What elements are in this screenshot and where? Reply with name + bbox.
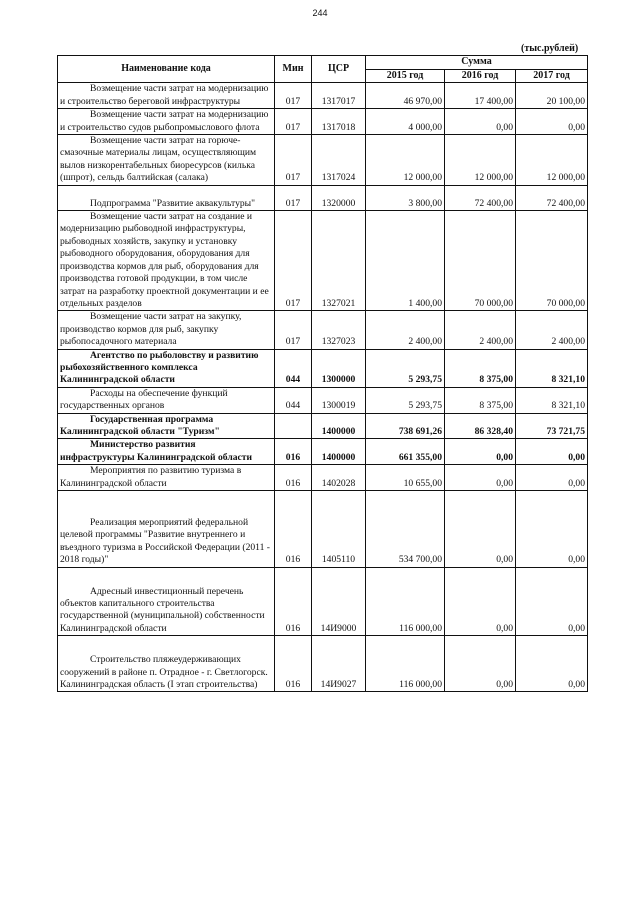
row-2016: 0,00 [445, 636, 516, 692]
row-csr: 1317018 [312, 109, 366, 135]
row-csr: 1320000 [312, 185, 366, 210]
row-2016: 70 000,00 [445, 211, 516, 311]
row-min: 044 [275, 349, 312, 387]
row-2016: 17 400,00 [445, 83, 516, 109]
row-2017: 0,00 [516, 439, 588, 465]
budget-table [57, 55, 588, 692]
row-2016: 0,00 [445, 567, 516, 636]
row-2015: 5 293,75 [366, 349, 445, 387]
row-min: 016 [275, 439, 312, 465]
row-min: 017 [275, 83, 312, 109]
row-min: 017 [275, 311, 312, 349]
row-2015: 116 000,00 [366, 567, 445, 636]
row-2017: 0,00 [516, 636, 588, 692]
row-2016: 86 328,40 [445, 413, 516, 439]
header-min: Мин [275, 56, 312, 83]
row-csr: 14И9027 [312, 636, 366, 692]
row-csr: 14И9000 [312, 567, 366, 636]
row-2017: 8 321,10 [516, 387, 588, 413]
row-2015: 2 400,00 [366, 311, 445, 349]
row-2016: 12 000,00 [445, 135, 516, 186]
row-name: Возмещение части затрат на горюче-смазочные материалы лицам, осуществляющим вылов низкорентабельных биоресурсов (килька (шпрот), сельдь балтийская (салака) [58, 135, 275, 186]
row-name: Мероприятия по развитию туризма в Калининградской области [58, 465, 275, 491]
row-2015: 5 293,75 [366, 387, 445, 413]
row-min: 016 [275, 491, 312, 568]
header-name: Наименование кода [58, 56, 275, 83]
row-name: Строительство пляжеудерживающих сооружений в районе п. Отрадное - г. Светлогорск. Калининградская область (I этап строительства) [58, 636, 275, 692]
row-2015: 10 655,00 [366, 465, 445, 491]
table-row [58, 211, 588, 311]
units-label: (тыс.рублей) [521, 43, 579, 54]
row-name: Возмещение части затрат на создание и модернизацию рыбоводной инфраструктуры, рыбоводных хозяйств, закупку и установку рыбоводного оборудования, оборудования для производства кормов для рыб, оборудования для производства готовой продукции, в том числе затрат на разработку проектной документации и ее отдельных разделов [58, 211, 275, 311]
row-2015: 4 000,00 [366, 109, 445, 135]
row-min: 017 [275, 185, 312, 210]
row-name: Возмещение части затрат на модернизацию и строительство судов рыбопромыслового флота [58, 109, 275, 135]
row-name: Реализация мероприятий федеральной целевой программы "Развитие внутреннего и въездного туризма в Российской Федерации (2011 - 2018 годы)" [58, 491, 275, 568]
table-row [58, 135, 588, 186]
row-min: 017 [275, 211, 312, 311]
row-2016: 2 400,00 [445, 311, 516, 349]
row-csr: 1405110 [312, 491, 366, 568]
table-row [58, 83, 588, 109]
table-row [58, 387, 588, 413]
table-row [58, 109, 588, 135]
table-row [58, 465, 588, 491]
row-csr: 1400000 [312, 439, 366, 465]
row-2017: 0,00 [516, 491, 588, 568]
row-2017: 70 000,00 [516, 211, 588, 311]
row-2017: 73 721,75 [516, 413, 588, 439]
row-2017: 12 000,00 [516, 135, 588, 186]
row-name: Возмещение части затрат на закупку, производство кормов для рыб, закупку рыбопосадочного материала [58, 311, 275, 349]
row-2015: 738 691,26 [366, 413, 445, 439]
row-csr: 1300019 [312, 387, 366, 413]
row-csr: 1400000 [312, 413, 366, 439]
table-row [58, 185, 588, 210]
row-2017: 20 100,00 [516, 83, 588, 109]
row-csr: 1327021 [312, 211, 366, 311]
table-row [58, 567, 588, 636]
row-2015: 116 000,00 [366, 636, 445, 692]
row-2015: 12 000,00 [366, 135, 445, 186]
row-min: 017 [275, 109, 312, 135]
row-csr: 1402028 [312, 465, 366, 491]
row-2015: 1 400,00 [366, 211, 445, 311]
header-2015: 2015 год [366, 70, 445, 83]
row-2016: 0,00 [445, 465, 516, 491]
table-row [58, 491, 588, 568]
row-name: Агентство по рыболовству и развитию рыбохозяйственного комплекса Калининградской области [58, 349, 275, 387]
row-min: 044 [275, 387, 312, 413]
row-2017: 0,00 [516, 109, 588, 135]
row-2015: 3 800,00 [366, 185, 445, 210]
table-row [58, 439, 588, 465]
row-2017: 72 400,00 [516, 185, 588, 210]
header-csr: ЦСР [312, 56, 366, 83]
row-2017: 2 400,00 [516, 311, 588, 349]
row-csr: 1300000 [312, 349, 366, 387]
row-2016: 8 375,00 [445, 387, 516, 413]
row-2016: 0,00 [445, 109, 516, 135]
row-min: 016 [275, 465, 312, 491]
row-csr: 1317024 [312, 135, 366, 186]
row-2016: 0,00 [445, 491, 516, 568]
table-row [58, 413, 588, 439]
row-2017: 8 321,10 [516, 349, 588, 387]
row-name: Министерство развития инфраструктуры Калининградской области [58, 439, 275, 465]
row-csr: 1317017 [312, 83, 366, 109]
row-min: 017 [275, 135, 312, 186]
row-name: Возмещение части затрат на модернизацию и строительство береговой инфраструктуры [58, 83, 275, 109]
row-2015: 661 355,00 [366, 439, 445, 465]
row-min [275, 413, 312, 439]
row-name: Расходы на обеспечение функций государственных органов [58, 387, 275, 413]
table-row [58, 311, 588, 349]
header-2017: 2017 год [516, 70, 588, 83]
row-csr: 1327023 [312, 311, 366, 349]
row-2017: 0,00 [516, 465, 588, 491]
table-row [58, 636, 588, 692]
header-sum: Сумма [366, 56, 588, 70]
row-min: 016 [275, 636, 312, 692]
table-row [58, 349, 588, 387]
row-2015: 46 970,00 [366, 83, 445, 109]
row-2017: 0,00 [516, 567, 588, 636]
row-2016: 0,00 [445, 439, 516, 465]
row-2016: 8 375,00 [445, 349, 516, 387]
header-2016: 2016 год [445, 70, 516, 83]
row-name: Адресный инвестиционный перечень объектов капитального строительства государственной (муниципальной) собственности Калининградской области [58, 567, 275, 636]
row-name: Государственная программа Калининградской области "Туризм" [58, 413, 275, 439]
page-number: 244 [312, 8, 328, 18]
row-name: Подпрограмма "Развитие аквакультуры" [58, 185, 275, 210]
row-2016: 72 400,00 [445, 185, 516, 210]
row-min: 016 [275, 567, 312, 636]
row-2015: 534 700,00 [366, 491, 445, 568]
